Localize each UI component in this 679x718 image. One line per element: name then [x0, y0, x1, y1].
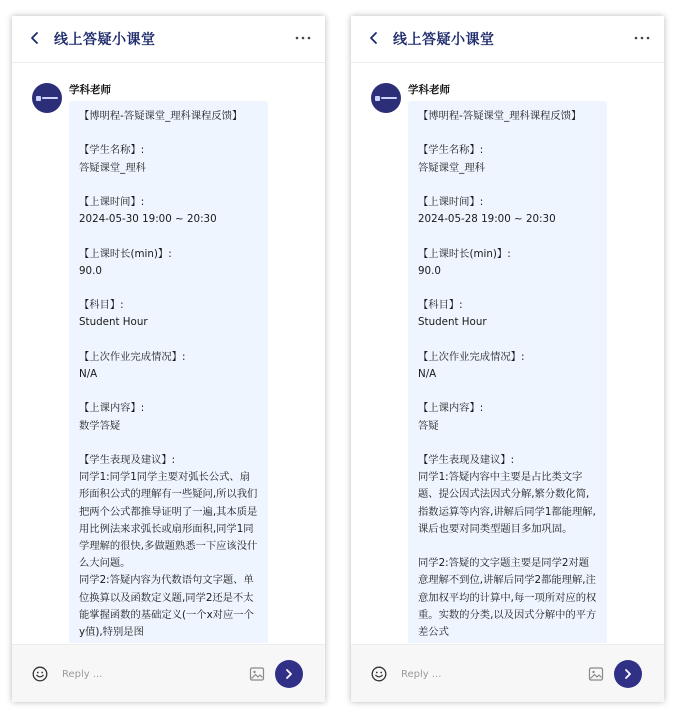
avatar [32, 83, 62, 113]
reply-input[interactable] [62, 664, 232, 684]
back-arrow-icon[interactable] [365, 29, 383, 47]
avatar [371, 83, 401, 113]
page-title: 线上答疑小课堂 [54, 32, 156, 48]
more-options-icon[interactable] [293, 28, 313, 48]
message-bubble: 【博明程-答疑课堂_理科课程反馈】 【学生名称】: 答疑课堂_理科 【上课时间】: 2024-05-28 19:00 ~ 20:30 【上课时长(min)】: 90.0 【科目】: Student Hour 【上次作业完成情况】: N/A 【上课内容】: 答疑 【学生表现及建议】: 同学1:答疑内容中主要是占比类文字题、提公因式法因式分解,繁分数化简,指数运算等内容,讲解后同学1都能理解,课后也要对同类型题目多加巩固。 同学2:答疑的文字题主要是同学2对题意理解不到位,讲解后同学2都能理解,注意加权平均的计算中,每一项所对应的权重。实数的分类,以及因式分解中的平方差公式 [408, 101, 607, 643]
chevron-right-icon [284, 668, 294, 680]
logo-icon [36, 95, 58, 102]
emoji-icon[interactable] [371, 666, 387, 682]
sender-name: 学科老师 [408, 84, 450, 96]
image-icon[interactable] [588, 666, 604, 682]
chevron-right-icon [623, 668, 633, 680]
message-bubble: 【博明程-答疑课堂_理科课程反馈】 【学生名称】: 答疑课堂_理科 【上课时间】: 2024-05-30 19:00 ~ 20:30 【上课时长(min)】: 90.0 【科目】: Student Hour 【上次作业完成情况】: N/A 【上课内容】: 数学答疑 【学生表现及建议】: 同学1:同学1同学主要对弧长公式、扇形面积公式的理解有一些疑问,所以我们把两个公式都推导证明了一遍,其本质是用比例法来求弧长或扇形面积,同学1同学理解的很快,多做题熟悉一下应该没什么大问题。 同学2:答疑内容为代数语句文字题、单位换算以及函数定义题,同学2还是不太能掌握函数的基础定义(一个x对应一个y值),特别是图 [69, 101, 268, 643]
page-title: 线上答疑小课堂 [393, 32, 495, 48]
chat-screen-right [351, 16, 664, 702]
chat-area[interactable] [12, 63, 325, 643]
logo-icon [375, 95, 397, 102]
send-button[interactable] [275, 660, 303, 688]
reply-input[interactable] [401, 664, 571, 684]
emoji-icon[interactable] [32, 666, 48, 682]
chat-area[interactable] [351, 63, 664, 643]
sender-name: 学科老师 [69, 84, 111, 96]
header [351, 16, 664, 63]
send-button[interactable] [614, 660, 642, 688]
chat-screen-left [12, 16, 325, 702]
image-icon[interactable] [249, 666, 265, 682]
back-arrow-icon[interactable] [26, 29, 44, 47]
message-composer [351, 644, 664, 702]
header [12, 16, 325, 63]
message-composer [12, 644, 325, 702]
more-options-icon[interactable] [632, 28, 652, 48]
